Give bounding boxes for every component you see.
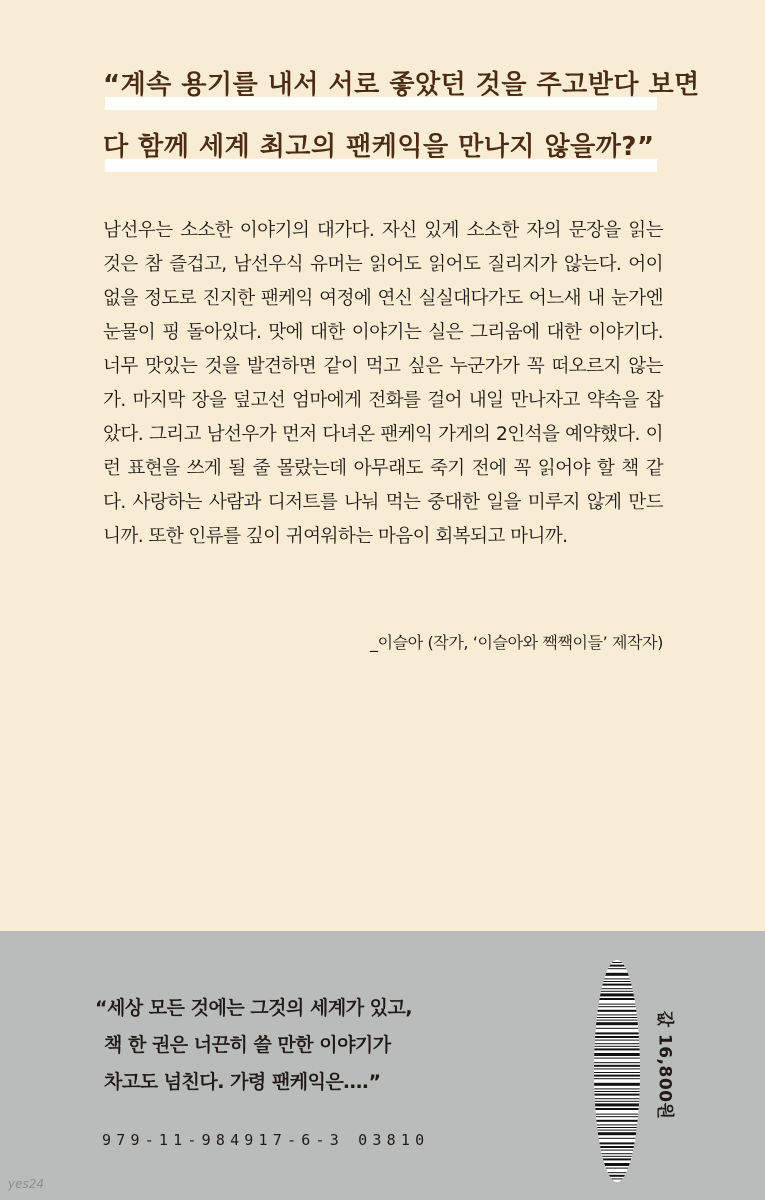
barcode-icon bbox=[593, 959, 641, 1183]
headline-quote-line-1 bbox=[95, 62, 700, 124]
bottom-quote-line-1: “세상 모든 것에는 그것의 세계가 있고, bbox=[95, 997, 413, 1019]
review-blurb bbox=[103, 214, 663, 554]
review-credit: _이슬아 (작가, ‘이슬아와 짹짹이들’ 제작자) bbox=[370, 633, 663, 652]
bottom-quote-line-3: 차고도 넘친다. 가령 팬케익은….” bbox=[104, 1071, 381, 1093]
bottom-quote-line-2: 책 한 권은 너끈히 쓸 만한 이야기가 bbox=[104, 1034, 391, 1056]
headline-quote bbox=[95, 62, 700, 186]
headline-quote-line-2 bbox=[95, 124, 665, 186]
isbn-number: 979-11-984917-6-3 03810 bbox=[102, 1131, 430, 1149]
headline-quote-text-1: “계속 용기를 내서 서로 좋았던 것을 주고받다 보면 bbox=[103, 70, 700, 100]
watermark: yes24 bbox=[8, 1177, 45, 1191]
price-label: 값 16,800원 bbox=[654, 1010, 675, 1120]
review-text: 남선우는 소소한 이야기의 대가다. 자신 있게 소소한 자의 문장을 읽는 것은 참 즐겁고, 남선우식 유머는 읽어도 읽어도 질리지가 않는다. 어이없을 정도로 진지한 팬케익 여정에 연신 실실대다가도 어느새 내 눈가엔 눈물이 핑 돌아있다. 맛에 대한 이야기는 실은 그리움에 대한 이야기다. 너무 맛있는 것을 발견하면 같이 먹고 싶은 누군가가 꼭 떠오르지 않는가. 마지막 장을 덮고선 엄마에게 전화를 걸어 내일 만나자고 약속을 잡았다. 그리고 남선우가 먼저 다녀온 팬케익 가게의 2인석을 예약했다. 이런 표현을 쓰게 될 줄 몰랐는데 아무래도 죽기 전에 꼭 읽어야 할 책 같다. 사랑하는 사람과 디저트를 나눠 먹는 중대한 일을 미루지 않게 만드니까. 또한 인류를 깊이 귀여워하는 마음이 회복되고 마니까. bbox=[103, 220, 663, 547]
bottom-quote bbox=[95, 990, 525, 1101]
headline-quote-text-2: 다 함께 세계 최고의 팬케익을 만나지 않을까?” bbox=[103, 132, 655, 162]
